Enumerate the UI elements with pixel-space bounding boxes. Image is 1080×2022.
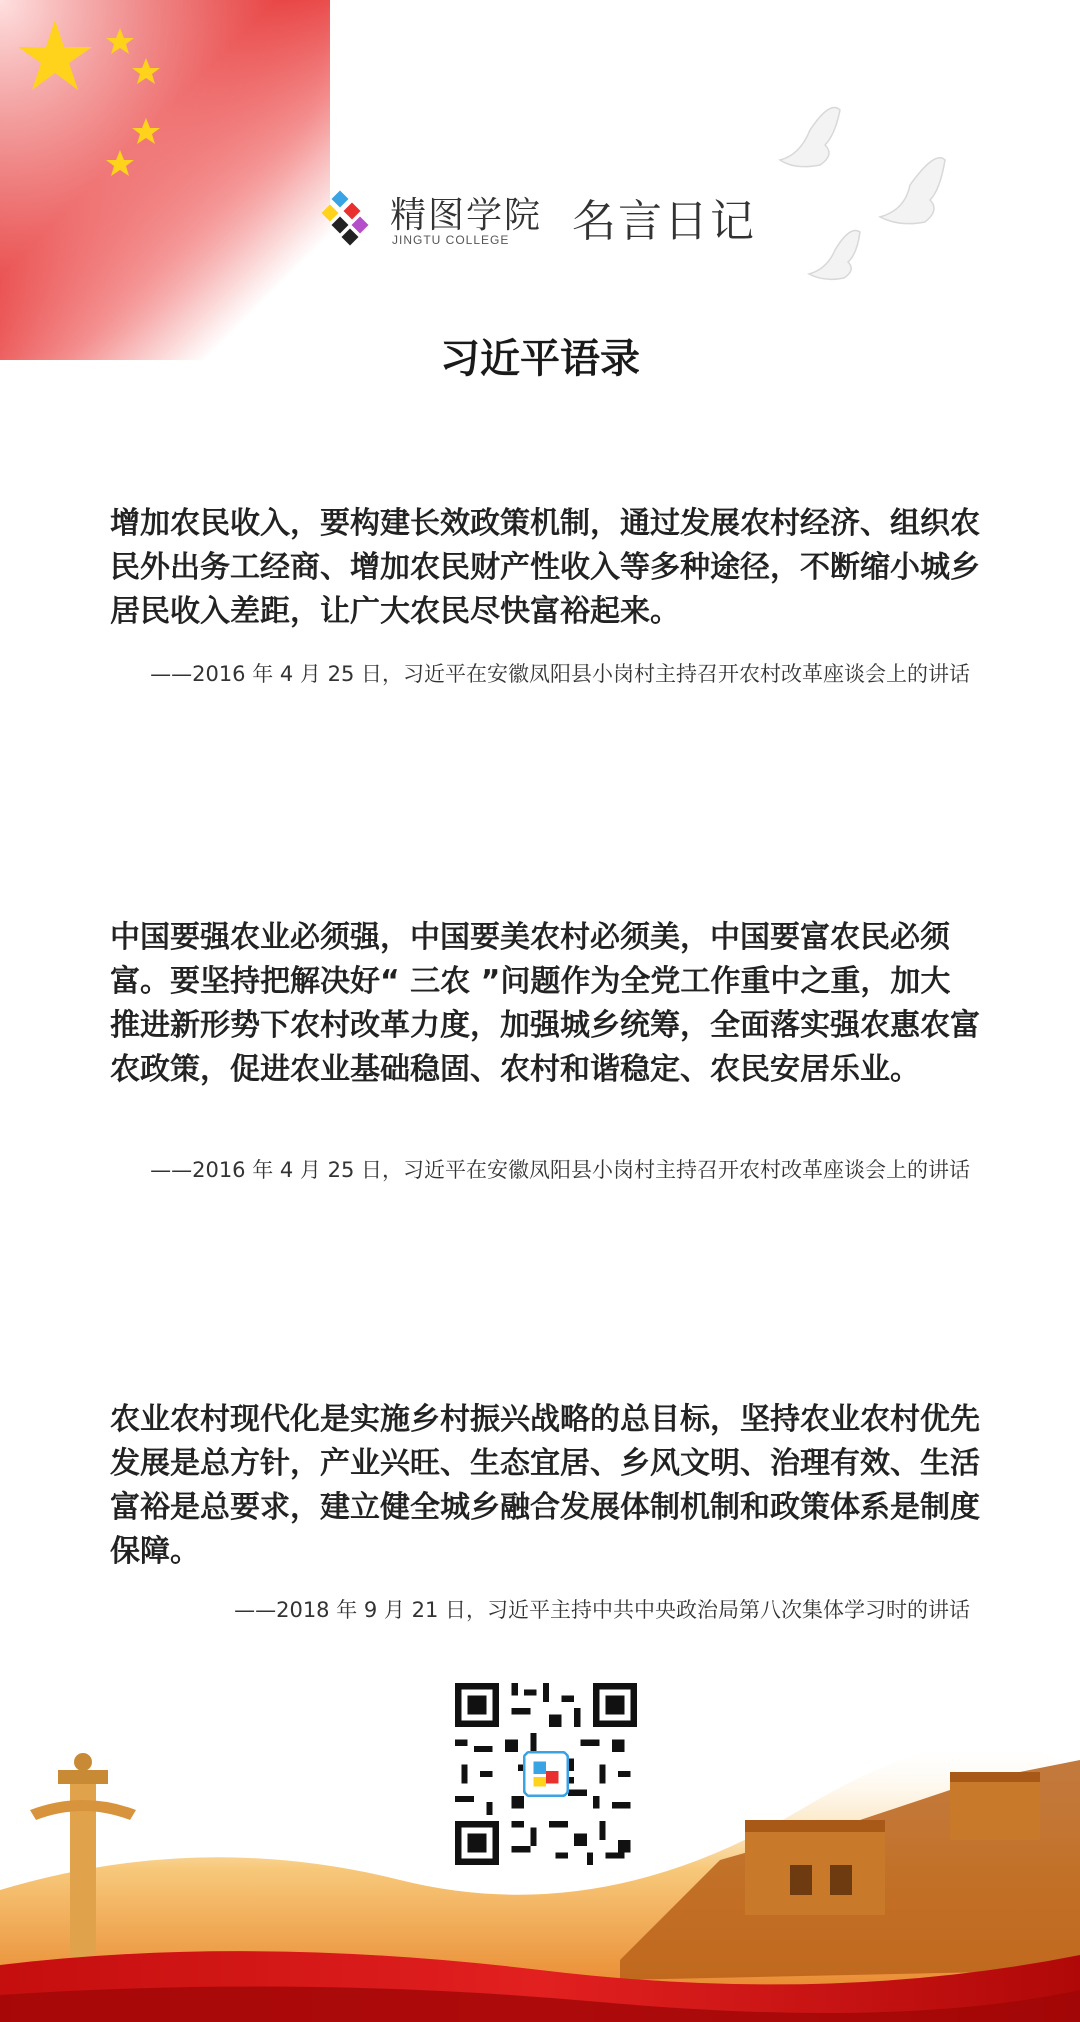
column-name: 名言日记 bbox=[572, 196, 756, 247]
brand-header bbox=[320, 185, 780, 255]
quote-text: 增加农民收入，要构建长效政策机制，通过发展农村经济、组织农民外出务工经商、增加农民财产性收入等多种途径，不断缩小城乡居民收入差距，让广大农民尽快富裕起来。 bbox=[110, 506, 980, 629]
bottom-decoration bbox=[0, 1740, 1080, 2022]
brand-subtitle: JINGTU COLLEGE bbox=[392, 233, 510, 247]
quote-text: 中国要强农业必须强，中国要美农村必须美，中国要富农民必须富。要坚持把解决好“ 三农 ”问题作为全党工作重中之重，加大推进新形势下农村改革力度，加强城乡统筹，全面落实强农惠农富农政策，促进农业基础稳固、农村和谐稳定、农民安居乐业。 bbox=[110, 920, 980, 1087]
quote-source: ——2018 年 9 月 21 日，习近平主持中共中央政治局第八次集体学习时的讲话 bbox=[234, 1598, 970, 1622]
dove-icon bbox=[770, 90, 990, 320]
brand-name: 精图学院 bbox=[390, 195, 543, 236]
flag-icon bbox=[0, 0, 330, 360]
brand-logo-icon bbox=[320, 189, 380, 249]
quote-source: ——2016 年 4 月 25 日，习近平在安徽凤阳县小岗村主持召开农村改革座谈会上的讲话 bbox=[150, 662, 970, 686]
quote-text: 农业农村现代化是实施乡村振兴战略的总目标，坚持农业农村优先发展是总方针，产业兴旺、生态宜居、乡风文明、治理有效、生活富裕是总要求，建立健全城乡融合发展体制机制和政策体系是制度保障。 bbox=[110, 1402, 980, 1569]
page-title: 习近平语录 bbox=[440, 336, 640, 382]
quote-source: ——2016 年 4 月 25 日，习近平在安徽凤阳县小岗村主持召开农村改革座谈会上的讲话 bbox=[150, 1158, 970, 1182]
flag-decoration bbox=[0, 0, 330, 360]
